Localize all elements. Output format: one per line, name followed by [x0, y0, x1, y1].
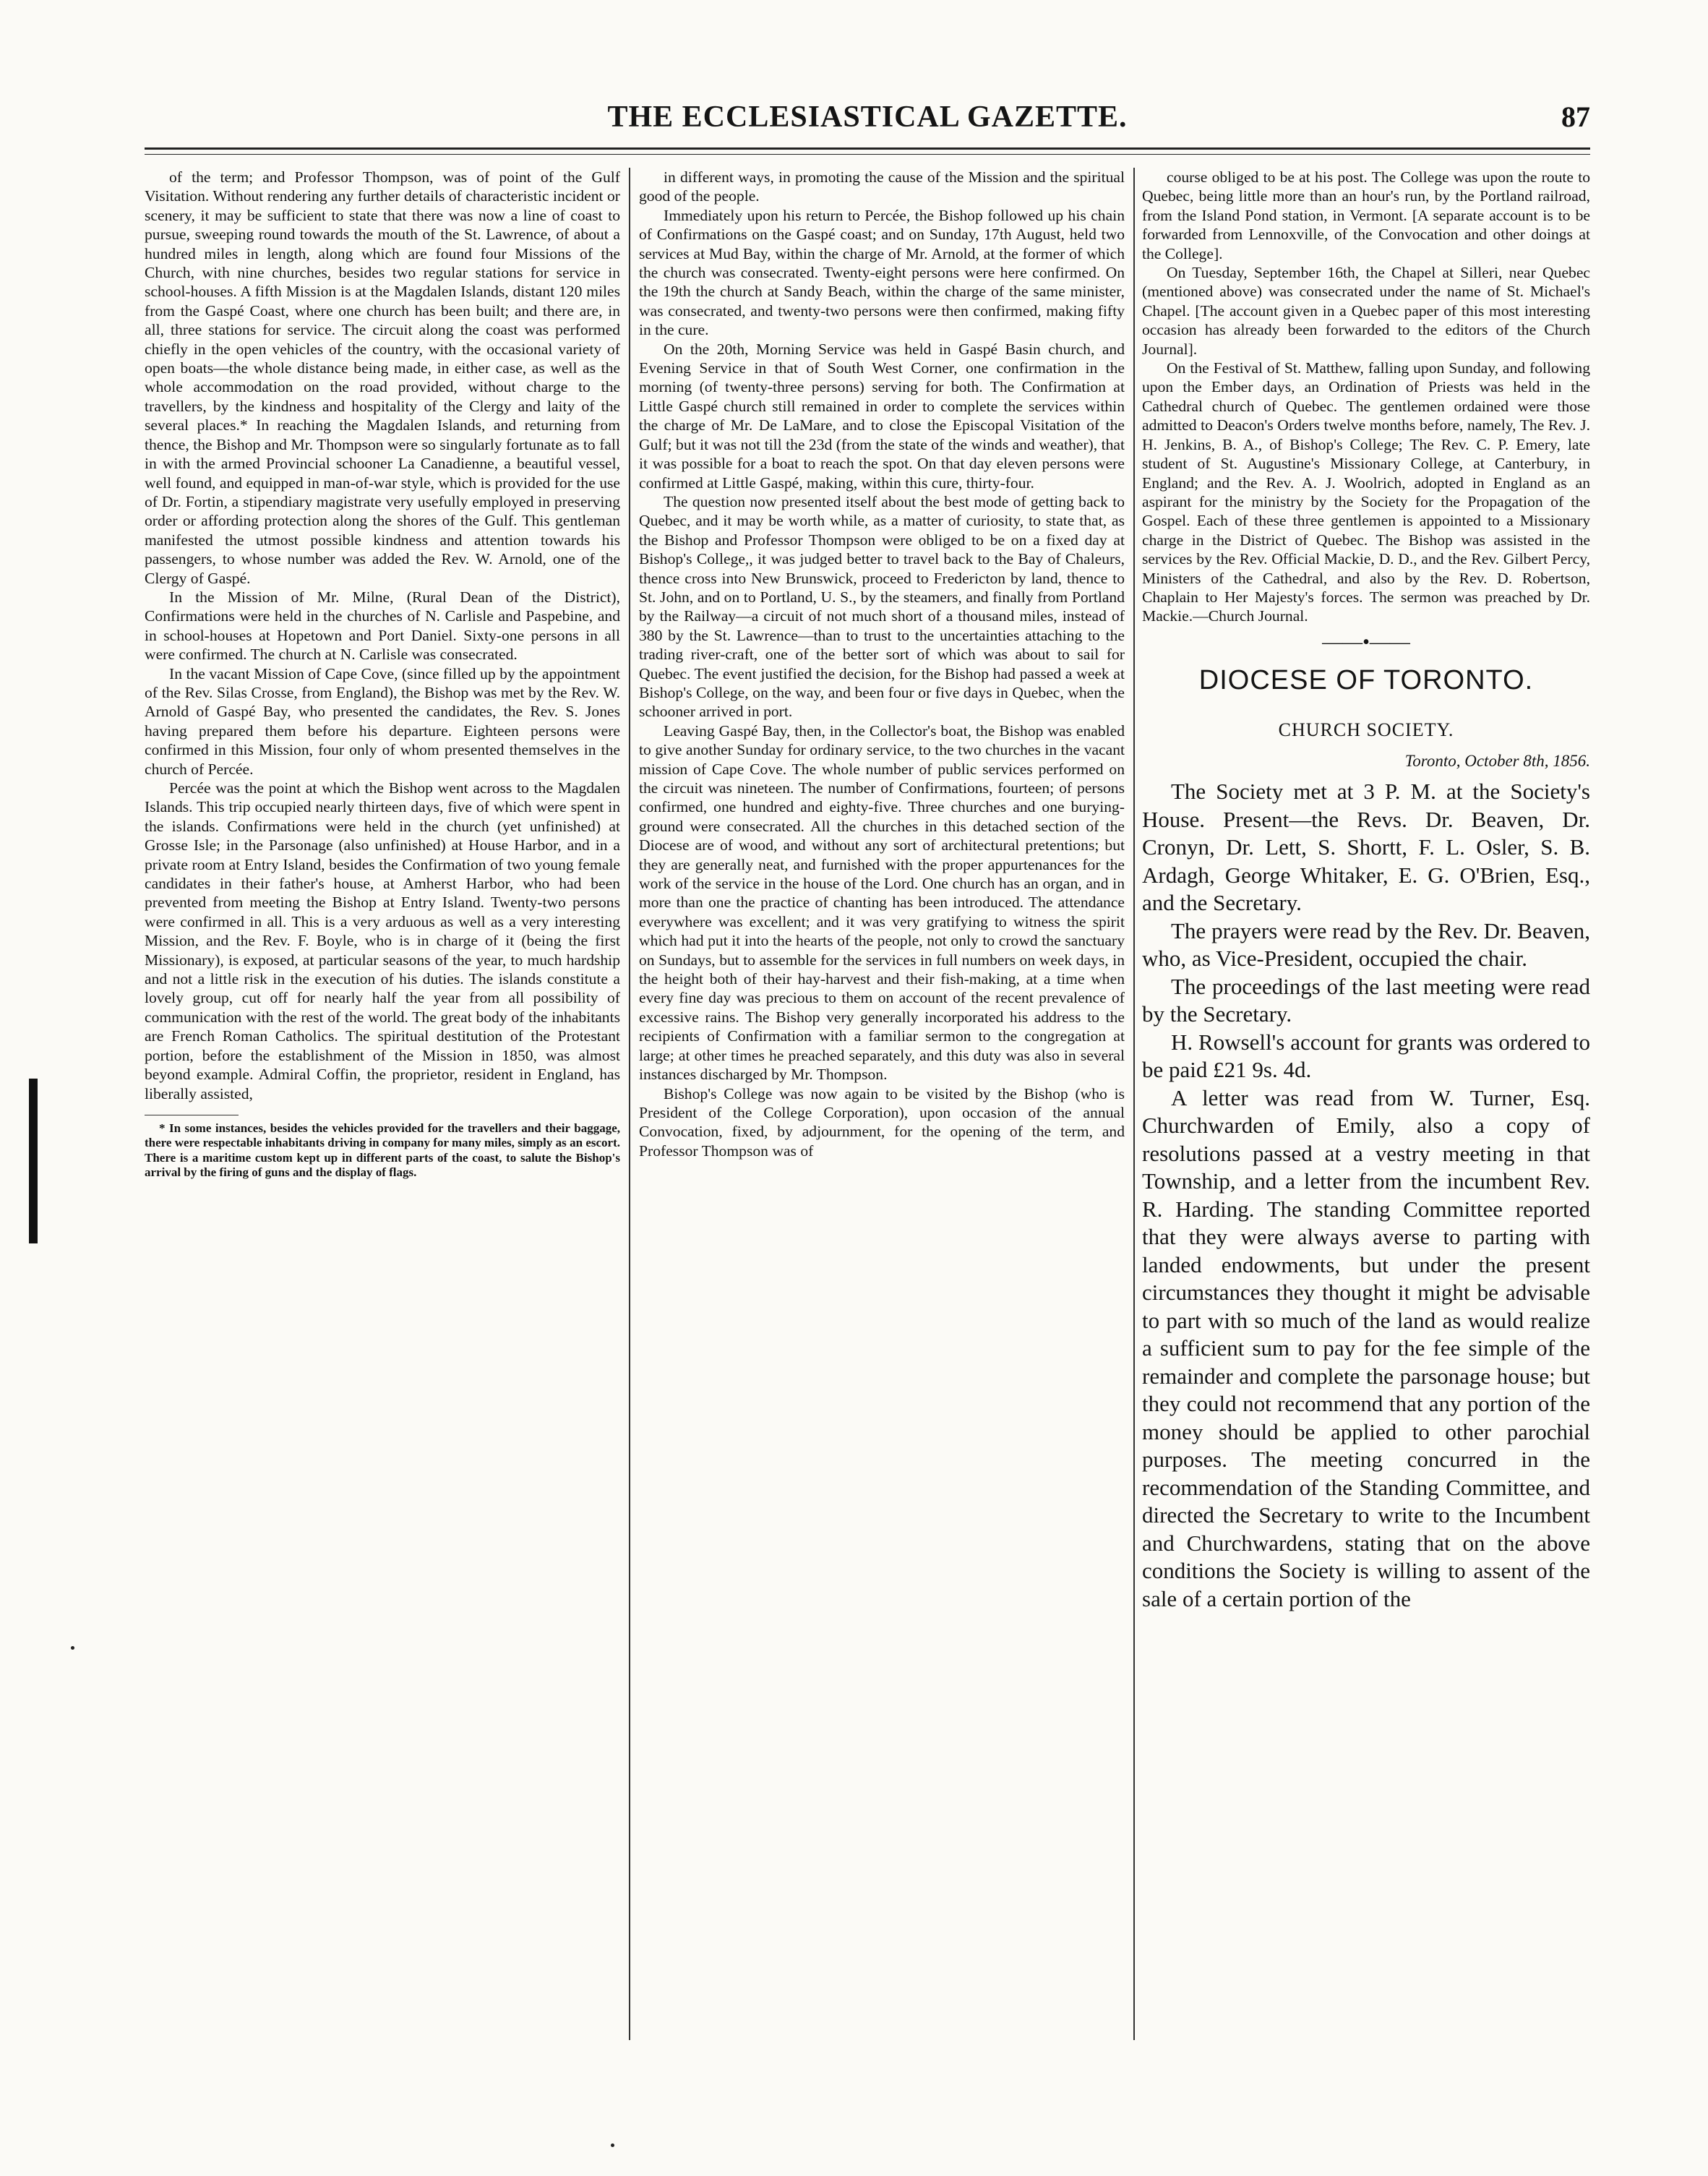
column-divider [1133, 168, 1135, 2040]
page-number: 87 [1561, 100, 1590, 133]
paragraph: Leaving Gaspé Bay, then, in the Collector's boat, the Bishop was enabled to give another Sunday for ordinary service, to the two churches in the vacant mission of Cape Cove. The whole number of public services performed on the circuit was nineteen. The number of Confirmations, fourteen; of persons confirmed, one hundred and eighty-five. Three churches and one burying-ground were consecrated. All the churches in this detached section of the Diocese are of wood, and without any sort of architectural pretentions; but they are generally neat, and furnished with the proper appurtenances for the work of the service in the house of the Lord. One church has an organ, and in more than one the practice of chanting has been introduced. The attendance everywhere was excellent; and it was very gratifying to witness the spirit which had put it into the hearts of the people, not only to crowd the sanctuary on Sundays, but to assemble for the services in full numbers on week days, in the height both of their hay-harvest and their fish-making, at a time when every fine day was precious to them on account of the recent prevalence of excessive rains. The Bishop very generally incorporated his address to the recipients of Confirmation with a familiar sermon to the congregation at large; at other times he preached separately, and this duty was also in several instances discharged by Mr. Thompson. [639, 721, 1125, 1084]
column-3 [1142, 168, 1590, 2040]
section-heading: DIOCESE OF TORONTO. [1198, 665, 1534, 696]
paragraph: H. Rowsell's account for grants was ordered to be paid £21 9s. 4d. [1142, 1029, 1590, 1083]
paragraph: A letter was read from W. Turner, Esq. Churchwarden of Emily, also a copy of resolutions passed at a vestry meeting in that Township, and a letter from the incumbent Rev. R. Harding. The standing Committee reported that they were always averse to parting with landed endowments, but under the present circumstances they thought it might be advisable to part with so much of the land as would realize a sufficient sum to pay for the fee simple of the remainder and complete the parsonage house; but they could not recommend that any portion of the money should be applied to other parochial purposes. The meeting concurred in the recommendation of the Standing Committee, and directed the Secretary to write to the Incumbent and Churchwardens, stating that on the above conditions the Society is willing to assent of the sale of a certain portion of the [1142, 1084, 1590, 1611]
column-1 [145, 168, 620, 2040]
margin-bar-mark [29, 1079, 38, 1243]
section-divider-ornament: ——•—— [1322, 630, 1410, 654]
paragraph: On the Festival of St. Matthew, falling upon Sunday, and following upon the Ember days, an Ordination of Priests was held in the Cathedral church of Quebec. The gentlemen ordained were those admitted to Deacon's Orders twelve months before, namely, The Rev. J. H. Jenkins, B. A., of Bishop's College; The Rev. C. P. Emery, late student of St. Augustine's Missionary College, at Canterbury, in England; and the Rev. A. J. Woolrich, adopted in England as an aspirant for the ministry by the Society for the Propagation of the Gospel. Each of these three gentlemen is appointed to a Missionary charge in the District of Quebec. The Bishop was assisted in the services by the Rev. Official Mackie, D. D., and the Rev. Gilbert Percy, Ministers of the Cathedral, and also by the Rev. D. Robertson, Chaplain to Her Majesty's forces. The sermon was preached by Dr. Mackie.—Church Journal. [1142, 359, 1590, 625]
publication-title: THE ECCLESIASTICAL GAZETTE. [607, 100, 1128, 134]
header-rule-thin [145, 154, 1590, 155]
column-2 [639, 168, 1125, 2040]
paragraph: of the term; and Professor Thompson, was of point of the Gulf Visitation. Without rendering any further details of characteristic incident or scenery, it may be sufficient to state that there was now a line of coast to pursue, sweeping round towards the mouth of the St. Lawrence, of about a hundred miles in length, along which are found four Missions of the Church, with nine churches, besides two regular stations for service in school-houses. A fifth Mission is at the Magdalen Islands, distant 120 miles from the Gaspé Coast, where one church has been built; and there are, in all, three stations for service. The circuit along the coast was performed chiefly in the open vehicles of the country, with the occasional variety of open boats—the whole distance being made, in either case, as well as the whole accommodation on the road provided, without charge to the travellers, by the kindness and hospitality of the Clergy and laity of the several places.* In reaching the Magdalen Islands, and returning from thence, the Bishop and Mr. Thompson were so singularly fortunate as to fall in with the armed Provincial schooner La Canadienne, a beautiful vessel, well found, and equipped in man-of-war style, which is provided for the use of Dr. Fortin, a stipendiary magistrate very usefully employed in preserving order or affording protection along the shores of the Gulf. This gentleman manifested the utmost possible kindness and attention towards his passengers, to whose number was added the Rev. W. Arnold, one of the Clergy of Gaspé. [145, 168, 620, 587]
margin-dot [71, 1646, 74, 1650]
header-rule-thick [145, 147, 1590, 150]
footnote [145, 1121, 620, 1181]
paragraph: Bishop's College was now again to be visited by the Bishop (who is President of the College Corporation), upon occasion of the annual Convocation, fixed, by adjournment, for the opening of the term, and Professor Thompson was of [639, 1084, 1125, 1160]
column-divider [629, 168, 630, 2040]
paragraph: Immediately upon his return to Percée, the Bishop followed up his chain of Confirmations on the Gaspé coast; and on Sunday, 17th August, held two services at Mud Bay, within the charge of Mr. Arnold, at the former of which the church was consecrated. Twenty-eight persons were here confirmed. On the 19th the church at Sandy Beach, within the charge of the same minister, was consecrated, and twenty-two persons were then confirmed, making fifty in the cure. [639, 206, 1125, 339]
paragraph: Percée was the point at which the Bishop went across to the Magdalen Islands. This trip occupied nearly thirteen days, five of which were spent in the islands. Confirmations were held in the church (yet unfinished) at Grosse Isle; in the Parsonage (also unfinished) at House Harbor, and in a private room at Entry Island, besides the Confirmation of two young female candidates in their father's house, at Amherst Harbor, who had been prevented from meeting the Bishop at Entry Island. Twenty-two persons were confirmed in all. This is a very arduous as well as a very interesting Mission, and the Rev. F. Boyle, who is in charge of it (being the first Missionary), is exposed, at particular seasons of the year, to much hardship and not a little risk in the execution of his duties. The islands constitute a lovely group, cut off for nearly half the year from all possibility of communication with the rest of the world. The great body of the inhabitants are French Roman Catholics. The spiritual destitution of the Protestant portion, before the establishment of the Mission in 1850, was almost beyond example. Admiral Coffin, the proprietor, resident in England, has liberally assisted, [145, 779, 620, 1102]
paragraph: The question now presented itself about the best mode of getting back to Quebec, and it may be worth while, as a matter of curiosity, to state that, as the Bishop and Professor Thompson were obliged to be on a fixed day at Bishop's College,, it was judged better to travel back to the Bay of Chaleurs, thence cross into New Brunswick, proceed to Fredericton by land, thence to St. John, and on to Portland, U. S., by the steamers, and finally from Portland by the Railway—a circuit of not much short of a thousand miles, instead of 380 by the St. Lawrence—than to trust to the uncertainties attaching to the trading river-craft, one of the better sort of which was about to sail for Quebec. The event justified the decision, for the Bishop had passed a week at Bishop's College, on the way, and been four or five days in Quebec, when the schooner arrived in port. [639, 492, 1125, 721]
page-header [145, 100, 1590, 143]
footnote-text: * In some instances, besides the vehicles provided for the travellers and their baggage, there were respectable inhabitants driving in company for many miles, simply as an escort. There is a maritime custom kept up in different parts of the coast, to salute the Bishop's arrival by the firing of guns and the display of flags. [145, 1121, 620, 1180]
paragraph: in different ways, in promoting the cause of the Mission and the spiritual good of the people. [639, 168, 1125, 205]
paragraph: In the Mission of Mr. Milne, (Rural Dean of the District), Confirmations were held in the churches of N. Carlisle and Paspebine, and in school-houses at Hopetown and Port Daniel. Sixty-one persons in all were confirmed. The church at N. Carlisle was consecrated. [145, 588, 620, 664]
society-minutes [1142, 778, 1590, 1613]
dateline: Toronto, October 8th, 1856. [1404, 752, 1590, 771]
subheading: CHURCH SOCIETY. [1278, 719, 1454, 741]
paragraph: The Society met at 3 P. M. at the Society's House. Present—the Revs. Dr. Beaven, Dr. Cronyn, Dr. Lett, S. Shortt, F. L. Osler, S. B. Ardagh, George Whitaker, E. G. O'Brien, Esq., and the Secretary. [1142, 779, 1590, 916]
paragraph: course obliged to be at his post. The College was upon the route to Quebec, being little more than an hour's run, by the Portland railroad, from the Island Pond station, in Vermont. [A separate account is to be forwarded from Lennoxville, of the Convocation and other doings at the College]. [1142, 168, 1590, 262]
paragraph: The proceedings of the last meeting were read by the Secretary. [1142, 973, 1590, 1027]
paragraph: On Tuesday, September 16th, the Chapel at Silleri, near Quebec (mentioned above) was consecrated under the name of St. Michael's Chapel. [The account given in a Quebec paper of this most interesting occasion has already been forwarded to the editors of the Church Journal]. [1142, 264, 1590, 358]
paragraph: The prayers were read by the Rev. Dr. Beaven, who, as Vice-President, occupied the chair. [1142, 917, 1590, 972]
paragraph: On the 20th, Morning Service was held in Gaspé Basin church, and Evening Service in that of South West Corner, one confirmation in the morning (of twenty-three persons) serving for both. The Confirmation at Little Gaspé church still remained in order to complete the services within the charge of Mr. De LaMare, and to close the Episcopal Visitation of the Gulf; but it was not till the 23d (from the state of the winds and weather), that it was possible for a boat to reach the spot. On that day eleven persons were confirmed at Little Gaspé, making, within this cure, thirty-four. [639, 340, 1125, 492]
paragraph: In the vacant Mission of Cape Cove, (since filled up by the appointment of the Rev. Silas Crosse, from England), the Bishop was met by the Rev. W. Arnold of Gaspé Bay, who presented the candidates, the Rev. S. Jones having prepared them before his departure. Eighteen persons were confirmed in this Mission, four only of whom presented themselves in the church of Percée. [145, 664, 620, 778]
margin-dot [611, 2143, 614, 2147]
